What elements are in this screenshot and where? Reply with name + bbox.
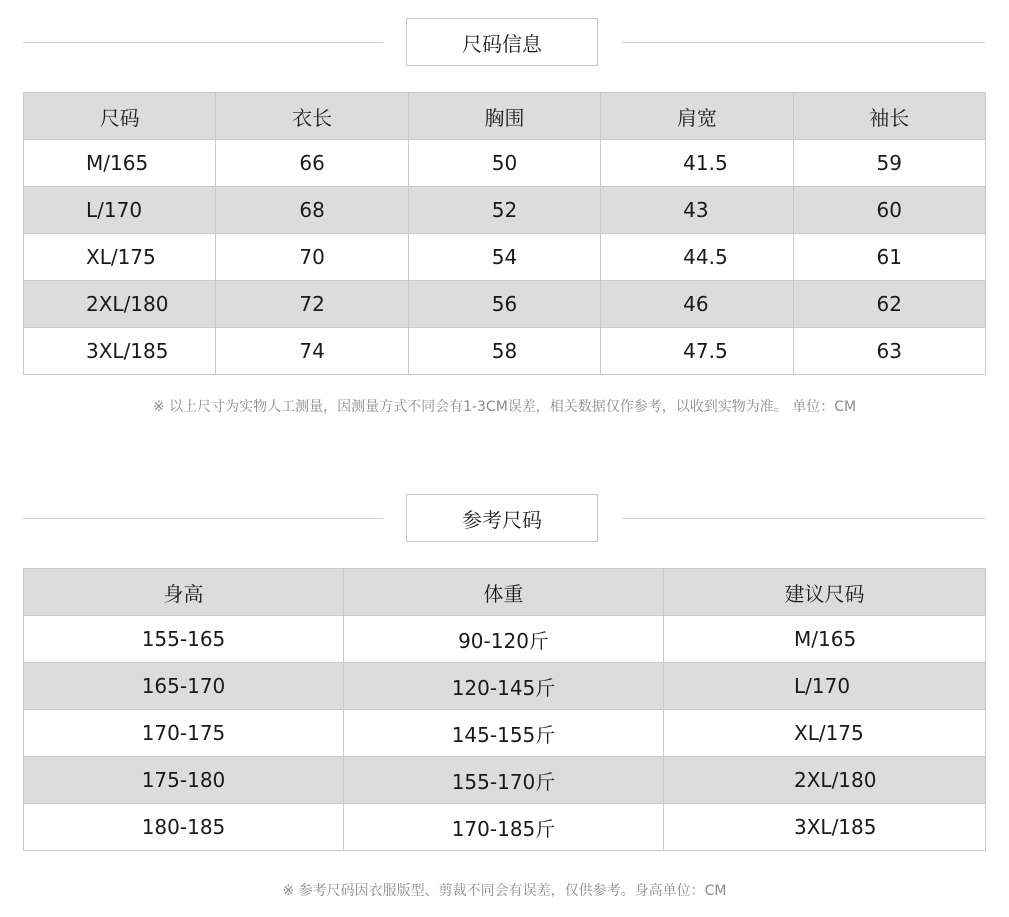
table-cell: 44.5 [601,234,793,281]
table-row [24,328,986,375]
size-info-table [23,92,986,375]
table-row [24,140,986,187]
table-cell: 165-170 [24,663,344,710]
table-cell: M/165 [664,616,986,663]
table-cell: 3XL/185 [24,328,216,375]
table-cell: 170-175 [24,710,344,757]
table-cell: 175-180 [24,757,344,804]
column-header-chest: 胸围 [408,93,600,140]
table-cell: 62 [793,281,985,328]
table-cell: 74 [216,328,408,375]
size-info-title: 尺码信息 [406,18,598,66]
table-cell: 46 [601,281,793,328]
table-cell: XL/175 [664,710,986,757]
table-cell: 3XL/185 [664,804,986,851]
table-cell: 61 [793,234,985,281]
table-cell: 145-155斤 [344,710,664,757]
size-info-header [0,18,1009,68]
column-header-size: 尺码 [24,93,216,140]
table-cell: 120-145斤 [344,663,664,710]
reference-size-table [23,568,986,851]
table-cell: 43 [601,187,793,234]
table-cell: 63 [793,328,985,375]
table-cell: 60 [793,187,985,234]
table-cell: 68 [216,187,408,234]
table-row [24,234,986,281]
table-cell: 47.5 [601,328,793,375]
table-cell: 2XL/180 [664,757,986,804]
table-cell: 70 [216,234,408,281]
header-divider-right [622,42,985,43]
column-header-suggested-size: 建议尺码 [664,569,986,616]
table-cell: 59 [793,140,985,187]
table-cell: 90-120斤 [344,616,664,663]
header-divider-left [23,42,383,43]
table-row [24,663,986,710]
table-cell: M/165 [24,140,216,187]
table-cell: 54 [408,234,600,281]
table-cell: 56 [408,281,600,328]
column-header-height: 身高 [24,569,344,616]
table-cell: 155-170斤 [344,757,664,804]
table-row [24,281,986,328]
table-cell: 66 [216,140,408,187]
column-header-length: 衣长 [216,93,408,140]
table-row [24,710,986,757]
header-divider-right [622,518,985,519]
table-cell: L/170 [24,187,216,234]
table-row [24,804,986,851]
table-header-row [24,569,986,616]
header-divider-left [23,518,383,519]
table-row [24,757,986,804]
table-cell: L/170 [664,663,986,710]
column-header-shoulder: 肩宽 [601,93,793,140]
table-cell: 170-185斤 [344,804,664,851]
table-cell: 155-165 [24,616,344,663]
table-cell: 72 [216,281,408,328]
reference-size-title: 参考尺码 [406,494,598,542]
table-cell: XL/175 [24,234,216,281]
table-cell: 50 [408,140,600,187]
size-info-note: ※ 以上尺寸为实物人工测量，因测量方式不同会有1-3CM误差，相关数据仅作参考，以收到实物为准。 单位：CM [152,399,857,415]
reference-size-header [0,494,1009,544]
column-header-sleeve: 袖长 [793,93,985,140]
table-cell: 180-185 [24,804,344,851]
table-cell: 41.5 [601,140,793,187]
table-cell: 52 [408,187,600,234]
table-row [24,187,986,234]
table-cell: 58 [408,328,600,375]
reference-size-note: ※ 参考尺码因衣服版型、剪裁不同会有误差，仅供参考。身高单位：CM [282,883,727,899]
table-header-row [24,93,986,140]
table-row [24,616,986,663]
table-cell: 2XL/180 [24,281,216,328]
column-header-weight: 体重 [344,569,664,616]
